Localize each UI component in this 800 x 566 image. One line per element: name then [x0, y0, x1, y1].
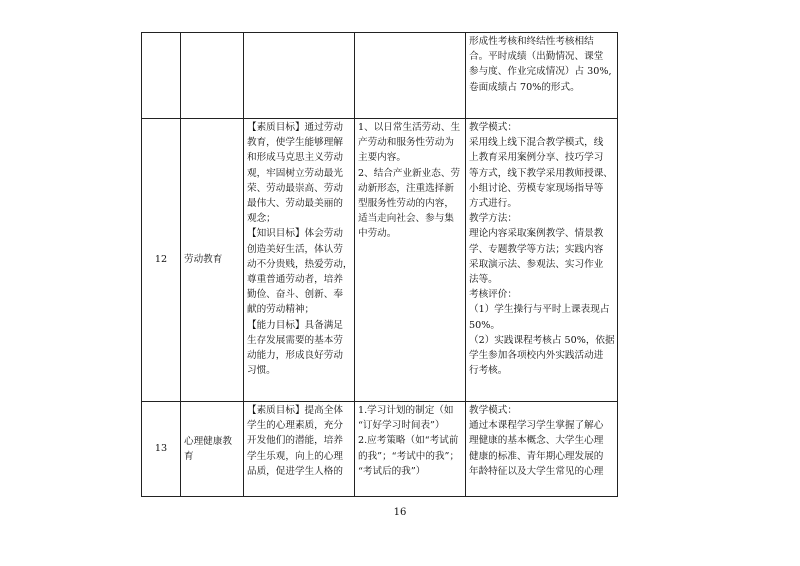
- course-name-cell: [181, 402, 244, 497]
- content-line: 1.学习计划的制定（如: [358, 405, 454, 416]
- method-line: 行考核。: [469, 365, 508, 377]
- goal-line: 勤俭、奋斗、创新、奉: [247, 289, 343, 301]
- method-line: 学、专题教学等方法；实践内容: [469, 243, 604, 255]
- course-name: 劳动教育: [184, 254, 223, 266]
- method-line: 上教育采用案例分享、技巧学习: [469, 152, 604, 164]
- goal-line: 观念；: [247, 213, 276, 225]
- course-method-cell: [466, 119, 618, 402]
- goal-line: 【能力目标】具备满足: [247, 319, 343, 331]
- method-line: 小组讨论、劳模专家现场指导等: [469, 182, 604, 194]
- goal-line: 观，牢固树立劳动最光: [247, 167, 343, 179]
- content-line: 适当走向社会、参与集: [358, 213, 454, 225]
- course-goals-cell: [244, 402, 355, 497]
- course-goals-cell: [244, 33, 355, 119]
- goal-line: 最伟大、劳动最美丽的: [247, 198, 343, 210]
- goal-line: 教育，使学生能够理解: [247, 137, 343, 149]
- course-goals-cell: [244, 119, 355, 402]
- content-line: “考试后的我”）: [358, 465, 426, 477]
- goal-line: 品质，促进学生人格的: [247, 465, 343, 477]
- course-number: 13: [154, 443, 168, 455]
- course-table-body: [142, 33, 618, 497]
- goal-line: 【素质目标】提高全体: [247, 405, 343, 416]
- method-line: 合。平时成绩（出勤情况、课堂: [469, 51, 604, 63]
- content-line: 1、以日常生活劳动、生: [358, 122, 461, 133]
- goal-line: 创造美好生活，体认劳: [247, 243, 343, 255]
- table-row: [142, 402, 618, 497]
- content-line: 动新形态，注重选择新: [358, 182, 454, 194]
- method-line: 方式进行。: [469, 198, 517, 210]
- goal-line: 开发他们的潜能，培养: [247, 435, 343, 447]
- method-line: 通过本课程学习学生掌握了解心: [469, 420, 604, 432]
- course-method-cell: [466, 402, 618, 497]
- method-line: （1）学生操行与平时上课表现占: [469, 304, 610, 316]
- method-line: 教学模式：: [469, 405, 517, 416]
- course-name-cell: [181, 119, 244, 402]
- course-table: [141, 32, 618, 497]
- method-line: 学生参加各项校内外实践活动进: [469, 350, 604, 362]
- method-line: 等方式，线下教学采用教师授课、: [469, 167, 613, 179]
- method-line: 理健康的基本概念、大学生心理: [469, 435, 604, 447]
- course-number-cell: [142, 33, 181, 119]
- course-name-cell: [181, 33, 244, 119]
- goal-line: 动不分贵贱，热爱劳动，: [247, 258, 353, 270]
- course-name: 心理健康教育: [184, 435, 232, 462]
- method-line: （2）实践课程考核占 50%，依据: [469, 334, 615, 346]
- goal-line: 【知识目标】体会劳动: [247, 228, 343, 240]
- method-line: 教学模式：: [469, 122, 517, 133]
- content-line: 型服务性劳动的内容，: [358, 198, 454, 210]
- goal-line: 学生乐观，向上的心理: [247, 450, 343, 462]
- method-line: 形成性考核和终结性考核相结: [469, 36, 594, 47]
- course-number-cell: [142, 119, 181, 402]
- page-number: 16: [393, 507, 407, 518]
- method-line: 采用线上线下混合教学模式，线: [469, 137, 604, 149]
- goal-line: 尊重普通劳动者，培养: [247, 274, 343, 286]
- method-line: 健康的标准、青年期心理发展的: [469, 450, 604, 462]
- content-line: 产劳动和服务性劳动为: [358, 137, 454, 149]
- goal-line: 荣、劳动最崇高、劳动: [247, 182, 343, 194]
- method-line: 50%。: [469, 319, 500, 331]
- goal-line: 生存发展需要的基本劳: [247, 334, 343, 346]
- method-line: 参与度、作业完成情况）占 30%,: [469, 66, 612, 78]
- content-line: 2、结合产业新业态、劳: [358, 167, 461, 179]
- course-number: 12: [154, 254, 168, 266]
- content-line: “订好学习时间表”）: [358, 420, 445, 432]
- course-number-cell: [142, 402, 181, 497]
- goal-line: 献的劳动精神；: [247, 304, 315, 316]
- goal-line: 和形成马克思主义劳动: [247, 152, 343, 164]
- method-line: 采取演示法、参观法、实习作业: [469, 258, 604, 270]
- goal-line: 学生的心理素质，充分: [247, 420, 343, 432]
- content-line: 的我”；“考试中的我”；: [358, 450, 460, 462]
- goal-line: 【素质目标】通过劳动: [247, 122, 343, 133]
- goal-line: 动能力，形成良好劳动: [247, 350, 343, 362]
- course-content-cell: [355, 33, 466, 119]
- content-line: 主要内容。: [358, 152, 406, 164]
- method-line: 考核评价：: [469, 289, 517, 301]
- table-row: [142, 33, 618, 119]
- course-method-cell: [466, 33, 618, 119]
- method-line: 卷面成绩占 70%的形式。: [469, 81, 580, 93]
- course-content-cell: [355, 119, 466, 402]
- course-content-cell: [355, 402, 466, 497]
- goal-line: 习惯。: [247, 365, 276, 377]
- table-row: [142, 119, 618, 402]
- method-line: 年龄特征以及大学生常见的心理: [469, 465, 604, 477]
- method-line: 法等。: [469, 274, 498, 286]
- content-line: 中劳动。: [358, 228, 397, 240]
- method-line: 理论内容采取案例教学、情景教: [469, 228, 604, 240]
- method-line: 教学方法：: [469, 213, 517, 225]
- content-line: 2.应考策略（如“考试前: [358, 435, 459, 447]
